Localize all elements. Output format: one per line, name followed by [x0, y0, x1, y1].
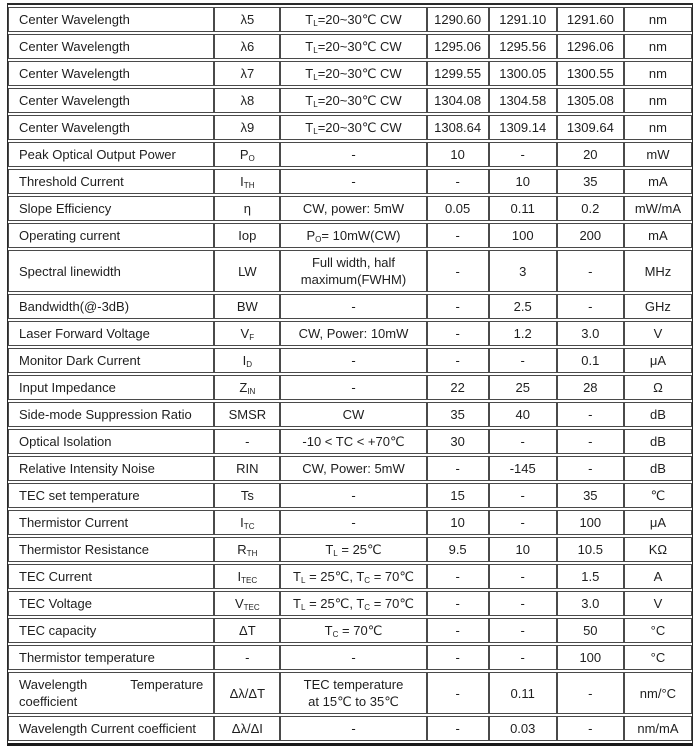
min-cell: - [427, 456, 489, 481]
typ-cell: - [489, 348, 557, 373]
condition-cell: - [280, 294, 426, 319]
parameter-cell: Slope Efficiency [8, 196, 214, 221]
symbol-cell: SMSR [214, 402, 280, 427]
condition-cell: -10 < TC < +70℃ [280, 429, 426, 454]
typ-cell: - [489, 645, 557, 670]
parameter-cell: Optical Isolation [8, 429, 214, 454]
unit-cell: GHz [624, 294, 692, 319]
symbol-cell: Δλ/ΔT [214, 672, 280, 714]
typ-cell: - [489, 483, 557, 508]
parameter-cell: TEC Current [8, 564, 214, 589]
unit-cell: V [624, 321, 692, 346]
parameter-cell: Center Wavelength [8, 34, 214, 59]
spec-table-frame [7, 3, 693, 746]
unit-cell: mA [624, 169, 692, 194]
symbol-cell: $I_D$ [214, 348, 280, 373]
spec-table [8, 5, 692, 743]
condition-cell: CW, power: 5mW [280, 196, 426, 221]
table-row [8, 196, 692, 221]
min-cell: - [427, 294, 489, 319]
symbol-cell: - [214, 645, 280, 670]
symbol-cell: $I_{TC}$ [214, 510, 280, 535]
min-cell: 0.05 [427, 196, 489, 221]
table-row [8, 645, 692, 670]
symbol-cell: $V_{TEC}$ [214, 591, 280, 616]
table-row [8, 564, 692, 589]
max-cell: 100 [557, 645, 624, 670]
condition-cell: - [280, 348, 426, 373]
table-row [8, 169, 692, 194]
symbol-cell: η [214, 196, 280, 221]
symbol-cell: RIN [214, 456, 280, 481]
condition-cell: $T_L=20\sim 30℃$ CW [280, 88, 426, 113]
min-cell: - [427, 250, 489, 292]
min-cell: 35 [427, 402, 489, 427]
min-cell: - [427, 321, 489, 346]
max-cell: 35 [557, 169, 624, 194]
condition-cell: TEC temperature at 15℃ to 35℃ [280, 672, 426, 714]
symbol-cell: ΔT [214, 618, 280, 643]
condition-cell: $T_L=20\sim 30℃$ CW [280, 115, 426, 140]
parameter-cell: Thermistor Resistance [8, 537, 214, 562]
min-cell: - [427, 716, 489, 741]
typ-cell: 1309.14 [489, 115, 557, 140]
table-row [8, 7, 692, 32]
unit-cell: °C [624, 618, 692, 643]
table-row [8, 402, 692, 427]
typ-cell: - [489, 429, 557, 454]
symbol-cell: $Z_{IN}$ [214, 375, 280, 400]
table-row [8, 61, 692, 86]
typ-cell: 10 [489, 169, 557, 194]
symbol-cell: λ7 [214, 61, 280, 86]
table-row [8, 483, 692, 508]
max-cell: - [557, 672, 624, 714]
symbol-cell: - [214, 429, 280, 454]
min-cell: 1299.55 [427, 61, 489, 86]
max-cell: 200 [557, 223, 624, 248]
symbol-cell: Iop [214, 223, 280, 248]
min-cell: - [427, 223, 489, 248]
symbol-cell: $I_{TH}$ [214, 169, 280, 194]
min-cell: 1290.60 [427, 7, 489, 32]
min-cell: 9.5 [427, 537, 489, 562]
parameter-cell: Side-mode Suppression Ratio [8, 402, 214, 427]
max-cell: - [557, 294, 624, 319]
parameter-cell: Peak Optical Output Power [8, 142, 214, 167]
unit-cell: nm/mA [624, 716, 692, 741]
min-cell: 1308.64 [427, 115, 489, 140]
min-cell: - [427, 348, 489, 373]
max-cell: 20 [557, 142, 624, 167]
symbol-cell: BW [214, 294, 280, 319]
symbol-cell: λ6 [214, 34, 280, 59]
parameter-cell: Bandwidth(@-3dB) [8, 294, 214, 319]
max-cell: 28 [557, 375, 624, 400]
max-cell: - [557, 456, 624, 481]
typ-cell: - [489, 618, 557, 643]
parameter-cell: Wavelength Current coefficient [8, 716, 214, 741]
typ-cell: 1295.56 [489, 34, 557, 59]
condition-cell: $T_L=20\sim 30℃$ CW [280, 34, 426, 59]
min-cell: - [427, 564, 489, 589]
parameter-cell: Laser Forward Voltage [8, 321, 214, 346]
typ-cell: 100 [489, 223, 557, 248]
parameter-cell: Center Wavelength [8, 61, 214, 86]
condition-cell: - [280, 645, 426, 670]
max-cell: 100 [557, 510, 624, 535]
unit-cell: dB [624, 456, 692, 481]
min-cell: 30 [427, 429, 489, 454]
unit-cell: nm/°C [624, 672, 692, 714]
typ-cell: 2.5 [489, 294, 557, 319]
min-cell: 10 [427, 510, 489, 535]
table-row [8, 348, 692, 373]
max-cell: 10.5 [557, 537, 624, 562]
parameter-cell: Center Wavelength [8, 7, 214, 32]
max-cell: 0.2 [557, 196, 624, 221]
table-row [8, 294, 692, 319]
condition-cell: $P_O= 10mW(CW)$ [280, 223, 426, 248]
parameter-cell: TEC set temperature [8, 483, 214, 508]
max-cell: - [557, 429, 624, 454]
table-row [8, 429, 692, 454]
unit-cell: A [624, 564, 692, 589]
table-row [8, 591, 692, 616]
max-cell: 50 [557, 618, 624, 643]
unit-cell: MHz [624, 250, 692, 292]
min-cell: 1295.06 [427, 34, 489, 59]
symbol-cell: Δλ/ΔI [214, 716, 280, 741]
parameter-cell: Spectral linewidth [8, 250, 214, 292]
table-row [8, 375, 692, 400]
typ-cell: 0.03 [489, 716, 557, 741]
parameter-cell: Thermistor Current [8, 510, 214, 535]
table-row [8, 456, 692, 481]
table-row [8, 510, 692, 535]
table-row [8, 672, 692, 714]
typ-cell: - [489, 591, 557, 616]
typ-cell: 10 [489, 537, 557, 562]
max-cell: - [557, 250, 624, 292]
condition-cell: - [280, 510, 426, 535]
symbol-cell: $P_O$ [214, 142, 280, 167]
min-cell: 10 [427, 142, 489, 167]
min-cell: - [427, 645, 489, 670]
unit-cell: nm [624, 61, 692, 86]
table-row [8, 618, 692, 643]
table-row [8, 537, 692, 562]
max-cell: 1309.64 [557, 115, 624, 140]
parameter-cell: Center Wavelength [8, 115, 214, 140]
condition-cell: - [280, 375, 426, 400]
table-row [8, 716, 692, 741]
max-cell: 0.1 [557, 348, 624, 373]
min-cell: - [427, 169, 489, 194]
unit-cell: nm [624, 34, 692, 59]
typ-cell: -145 [489, 456, 557, 481]
max-cell: 1291.60 [557, 7, 624, 32]
table-row [8, 34, 692, 59]
max-cell: 1300.55 [557, 61, 624, 86]
parameter-cell: Threshold Current [8, 169, 214, 194]
min-cell: 22 [427, 375, 489, 400]
min-cell: - [427, 591, 489, 616]
typ-cell: - [489, 564, 557, 589]
symbol-cell: $R_{TH}$ [214, 537, 280, 562]
table-row [8, 321, 692, 346]
symbol-cell: $V_F$ [214, 321, 280, 346]
max-cell: 1305.08 [557, 88, 624, 113]
max-cell: - [557, 402, 624, 427]
unit-cell: Ω [624, 375, 692, 400]
condition-cell: $T_L$ = 25℃, $T_C$ = 70℃ [280, 591, 426, 616]
parameter-cell: Center Wavelength [8, 88, 214, 113]
typ-cell: 0.11 [489, 672, 557, 714]
max-cell: 1296.06 [557, 34, 624, 59]
condition-cell: - [280, 483, 426, 508]
parameter-cell: TEC capacity [8, 618, 214, 643]
min-cell: - [427, 618, 489, 643]
parameter-cell: Operating current [8, 223, 214, 248]
parameter-cell: Wavelength Temperature coefficient [8, 672, 214, 714]
min-cell: 1304.08 [427, 88, 489, 113]
unit-cell: nm [624, 115, 692, 140]
typ-cell: 1304.58 [489, 88, 557, 113]
unit-cell: °C [624, 645, 692, 670]
condition-cell: CW [280, 402, 426, 427]
typ-cell: 1300.05 [489, 61, 557, 86]
typ-cell: 0.11 [489, 196, 557, 221]
typ-cell: - [489, 510, 557, 535]
min-cell: 15 [427, 483, 489, 508]
symbol-cell: λ8 [214, 88, 280, 113]
unit-cell: μA [624, 510, 692, 535]
unit-cell: μA [624, 348, 692, 373]
unit-cell: nm [624, 88, 692, 113]
condition-cell: - [280, 169, 426, 194]
typ-cell: 1291.10 [489, 7, 557, 32]
condition-cell: Full width, half maximum(FWHM) [280, 250, 426, 292]
unit-cell: KΩ [624, 537, 692, 562]
typ-cell: 40 [489, 402, 557, 427]
unit-cell: V [624, 591, 692, 616]
condition-cell: $T_L$ = 25℃ [280, 537, 426, 562]
unit-cell: mW [624, 142, 692, 167]
table-row [8, 88, 692, 113]
typ-cell: 3 [489, 250, 557, 292]
min-cell: - [427, 672, 489, 714]
condition-cell: $T_C$ = 70℃ [280, 618, 426, 643]
unit-cell: ℃ [624, 483, 692, 508]
symbol-cell: $I_{TEC}$ [214, 564, 280, 589]
unit-cell: mA [624, 223, 692, 248]
max-cell: 3.0 [557, 591, 624, 616]
max-cell: 1.5 [557, 564, 624, 589]
symbol-cell: λ5 [214, 7, 280, 32]
parameter-cell: Thermistor temperature [8, 645, 214, 670]
spec-table-body [8, 7, 692, 741]
unit-cell: nm [624, 7, 692, 32]
typ-cell: 1.2 [489, 321, 557, 346]
condition-cell: $T_L$ = 25℃, $T_C$ = 70℃ [280, 564, 426, 589]
condition-cell: $T_L=20\sim 30℃$ CW [280, 7, 426, 32]
table-row [8, 250, 692, 292]
max-cell: - [557, 716, 624, 741]
condition-cell: - [280, 716, 426, 741]
condition-cell: $T_L=20\sim 30℃$ CW [280, 61, 426, 86]
unit-cell: mW/mA [624, 196, 692, 221]
max-cell: 35 [557, 483, 624, 508]
condition-cell: CW, Power: 5mW [280, 456, 426, 481]
typ-cell: 25 [489, 375, 557, 400]
typ-cell: - [489, 142, 557, 167]
table-row [8, 223, 692, 248]
parameter-cell: Monitor Dark Current [8, 348, 214, 373]
max-cell: 3.0 [557, 321, 624, 346]
parameter-cell: TEC Voltage [8, 591, 214, 616]
symbol-cell: λ9 [214, 115, 280, 140]
symbol-cell: LW [214, 250, 280, 292]
symbol-cell: Ts [214, 483, 280, 508]
parameter-cell: Relative Intensity Noise [8, 456, 214, 481]
table-row [8, 115, 692, 140]
unit-cell: dB [624, 402, 692, 427]
parameter-cell: Input Impedance [8, 375, 214, 400]
condition-cell: - [280, 142, 426, 167]
condition-cell: CW, Power: 10mW [280, 321, 426, 346]
table-row [8, 142, 692, 167]
unit-cell: dB [624, 429, 692, 454]
